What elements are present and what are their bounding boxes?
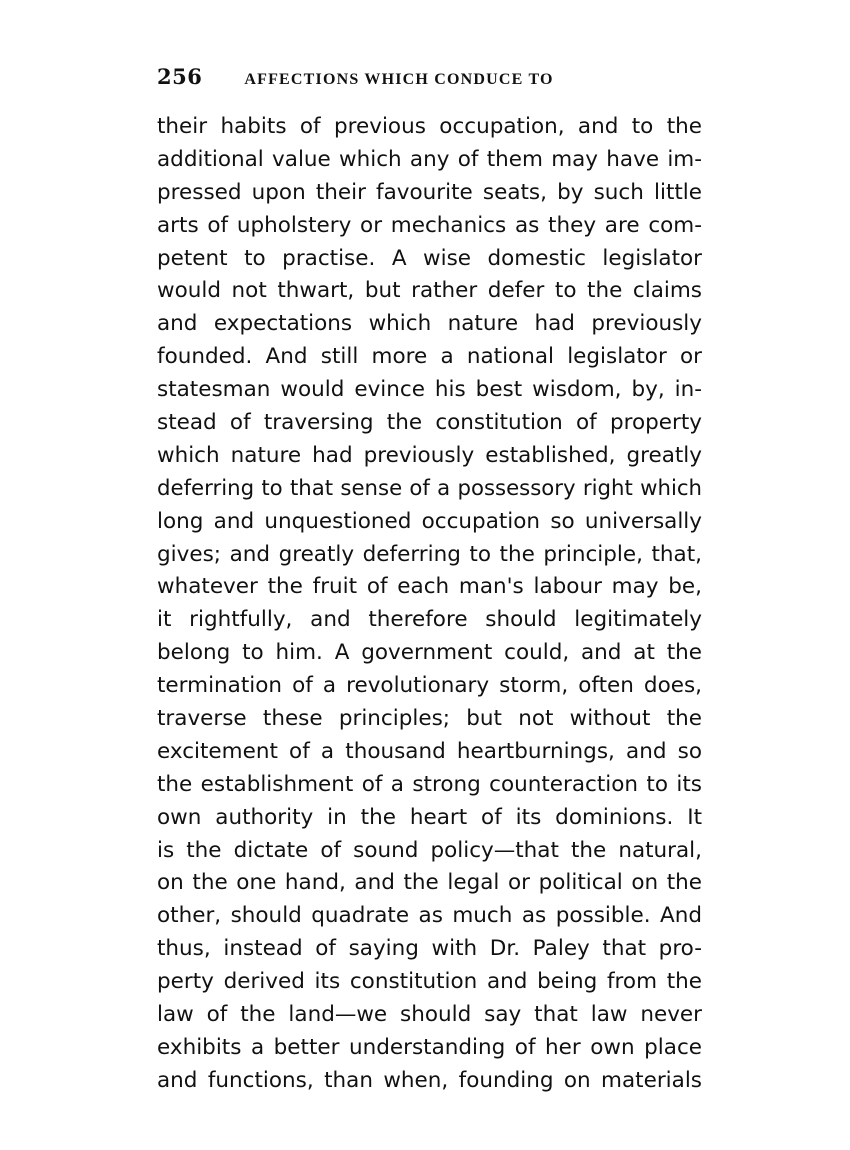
- text-line: perty derived its constitution and being from the: [157, 969, 702, 995]
- text-line: exhibits a better understanding of her own place: [157, 1034, 702, 1060]
- running-title: AFFECTIONS WHICH CONDUCE TO: [244, 71, 554, 88]
- text-line: and functions, than when, founding on materials: [157, 1067, 702, 1093]
- text-line: pressed upon their favourite seats, by such little: [157, 179, 702, 205]
- text-line: founded. And still more a national legislator or: [157, 344, 702, 370]
- text-line: long and unquestioned occupation so universally: [157, 508, 702, 534]
- text-line: on the one hand, and the legal or political on the: [157, 870, 702, 896]
- body-text: [157, 111, 702, 1098]
- page-number: 256: [157, 64, 203, 89]
- text-line: termination of a revolutionary storm, often does,: [157, 673, 702, 699]
- text-line: whatever the fruit of each man's labour may be,: [157, 574, 702, 600]
- running-head: [157, 64, 702, 94]
- text-line: excitement of a thousand heartburnings, and so: [157, 738, 702, 764]
- text-line: own authority in the heart of its dominions. It: [157, 804, 702, 830]
- text-line: belong to him. A government could, and at the: [157, 640, 702, 666]
- text-line: statesman would evince his best wisdom, by, in-: [157, 377, 702, 403]
- text-line: would not thwart, but rather defer to the claims: [157, 278, 702, 304]
- text-line: deferring to that sense of a possessory right which: [157, 475, 702, 501]
- text-line: additional value which any of them may have im-: [157, 146, 702, 172]
- text-line: petent to practise. A wise domestic legislator: [157, 245, 702, 271]
- text-line: law of the land—we should say that law never: [157, 1002, 702, 1028]
- text-line: traverse these principles; but not without the: [157, 706, 702, 732]
- text-line: it rightfully, and therefore should legitimately: [157, 607, 702, 633]
- text-line: and expectations which nature had previously: [157, 311, 702, 337]
- text-line: stead of traversing the constitution of property: [157, 410, 702, 436]
- text-line: gives; and greatly deferring to the principle, that,: [157, 541, 702, 567]
- text-line: the establishment of a strong counteraction to its: [157, 771, 702, 797]
- text-line: thus, instead of saying with Dr. Paley that pro-: [157, 936, 702, 962]
- text-line: which nature had previously established, greatly: [157, 442, 702, 468]
- text-line: is the dictate of sound policy—that the natural,: [157, 837, 702, 863]
- text-line: arts of upholstery or mechanics as they are com-: [157, 212, 702, 238]
- text-line: their habits of previous occupation, and to the: [157, 114, 702, 139]
- text-line: other, should quadrate as much as possible. And: [157, 903, 702, 929]
